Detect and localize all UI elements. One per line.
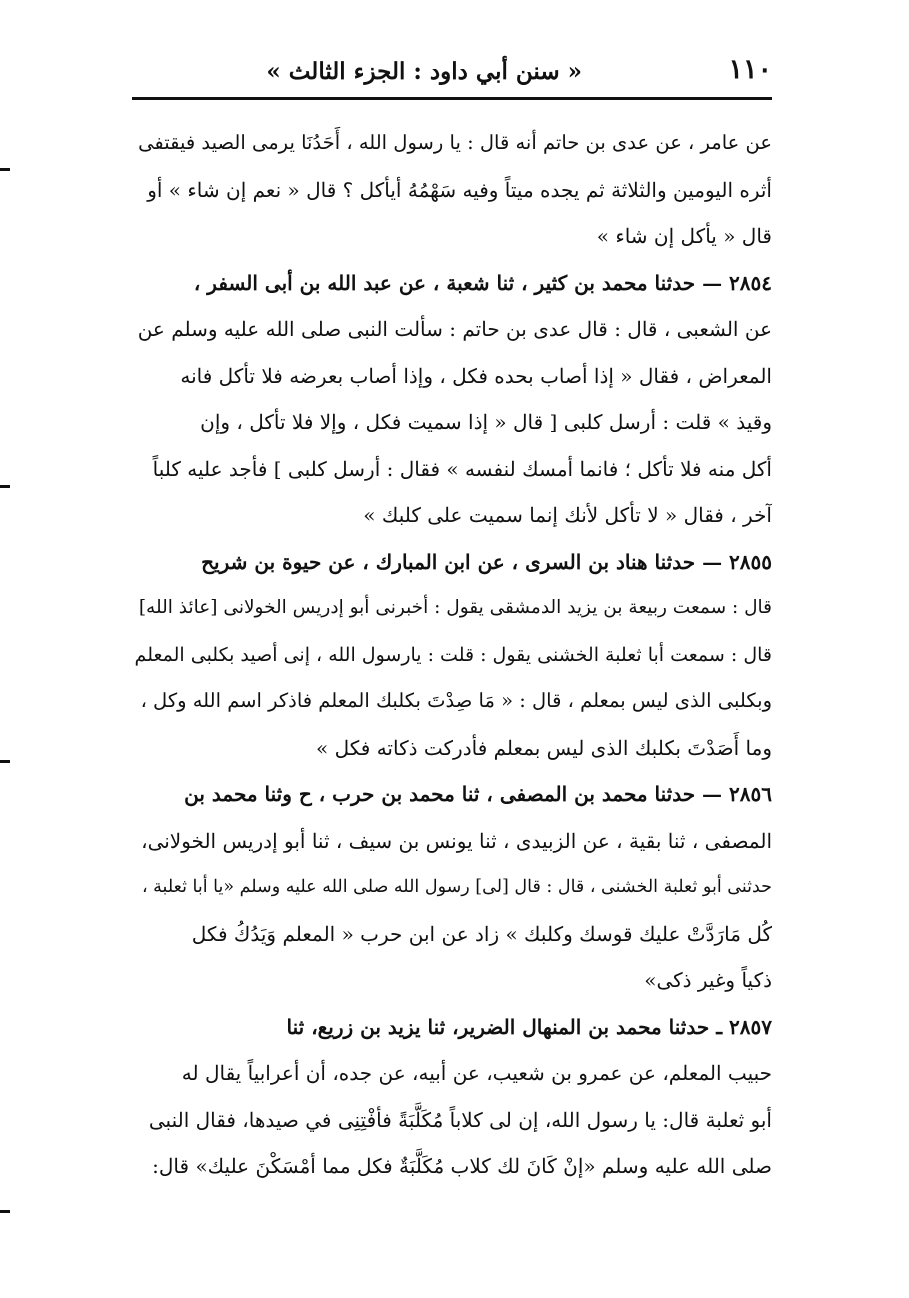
hadith-2855-heading: ٢٨٥٥ — حدثنا هناد بن السرى ، عن ابن المبارك ، عن حيوة بن شريح <box>201 549 772 574</box>
margin-mark <box>0 1210 10 1213</box>
text-line: وبكلبى الذى ليس بمعلم ، قال : « مَا صِدْتَ بكلبك المعلم فاذكر اسم الله وكل ، <box>140 689 772 712</box>
text-line: أثره اليومين والثلاثة ثم يجده ميتاً وفيه سَهْمُهُ أيأكل ؟ قال « نعم إن شاء » أو <box>147 177 772 202</box>
margin-mark <box>0 168 10 171</box>
text-line: حدثنى أبو ثعلبة الخشنى ، قال : قال [لى] رسول الله صلى الله عليه وسلم «يا أبا ثعلبة ، <box>141 877 772 897</box>
body-text <box>132 120 772 1190</box>
page-header <box>132 52 772 94</box>
text-line: أكل منه فلا تأكل ؛ فانما أمسك لنفسه » فقال : أرسل كلبى ] فأجد عليه كلباً <box>152 456 772 481</box>
hadith-2854-heading: ٢٨٥٤ — حدثنا محمد بن كثير ، ثنا شعبة ، عن عبد الله بن أبى السفر ، <box>193 270 772 295</box>
running-head: « سنن أبي داود : الجزء الثالث » <box>266 58 582 85</box>
text-line: كُل مَارَدَّتْ عليك قوسك وكلبك » زاد عن ابن حرب « المعلم وَيَدُكُ فكل <box>191 921 772 946</box>
text-line: ذكياً وغير ذكى» <box>644 968 772 992</box>
text-line: قال « يأكل إن شاء » <box>596 224 772 248</box>
page-number: ١١٠ <box>728 54 772 85</box>
text-line: آخر ، فقال « لا تأكل لأنك إنما سميت على كلبك » <box>363 503 772 527</box>
text-line: وما أَصَدْتَ بكلبك الذى ليس بمعلم فأدركت ذكاته فكل » <box>316 735 772 760</box>
text-line: المصفى ، ثنا بقية ، عن الزبيدى ، ثنا يونس بن سيف ، ثنا أبو إدريس الخولانى، <box>141 828 772 853</box>
text-line: قال : سمعت أبا ثعلبة الخشنى يقول : قلت : يارسول الله ، إنى أصيد بكلبى المعلم <box>134 643 772 666</box>
text-line: حبيب المعلم، عن عمرو بن شعيب، عن أبيه، عن جده، أن أعرابياً يقال له <box>181 1061 772 1085</box>
text-line: المعراض ، فقال « إذا أصاب بحده فكل ، وإذا أصاب بعرضه فلا تأكل فانه <box>180 363 772 388</box>
header-rule <box>132 97 772 100</box>
hadith-2857-heading: ٢٨٥٧ ـ حدثنا محمد بن المنهال الضرير، ثنا يزيد بن زريع، ثنا <box>286 1014 772 1039</box>
text-line: عن عامر ، عن عدى بن حاتم أنه قال : يا رسول الله ، أَحَدُنَا يرمى الصيد فيقتفى <box>138 131 772 154</box>
text-line: أبو ثعلبة قال: يا رسول الله، إن لى كلاباً مُكَلَّبَةً فأفْتِنِى في صيدها، فقال النبى <box>148 1107 772 1132</box>
text-line: قال : سمعت ربيعة بن يزيد الدمشقى يقول : أخبرنى أبو إدريس الخولانى [عائذ الله] <box>138 597 772 618</box>
text-line: عن الشعبى ، قال : قال عدى بن حاتم : سألت النبى صلى الله عليه وسلم عن <box>137 317 772 341</box>
hadith-2856-heading: ٢٨٥٦ — حدثنا محمد بن المصفى ، ثنا محمد بن حرب ، ح وثنا محمد بن <box>184 782 772 806</box>
margin-mark <box>0 760 10 763</box>
text-line: وقيذ » قلت : أرسل كلبى [ قال « إذا سميت فكل ، وإلا فلا تأكل ، وإن <box>200 410 772 434</box>
text-line: صلى الله عليه وسلم «إنْ كَانَ لك كلاب مُكَلَّبَةٌ فكل مما أمْسَكْنَ عليك» قال: <box>152 1154 772 1178</box>
margin-mark <box>0 485 10 488</box>
